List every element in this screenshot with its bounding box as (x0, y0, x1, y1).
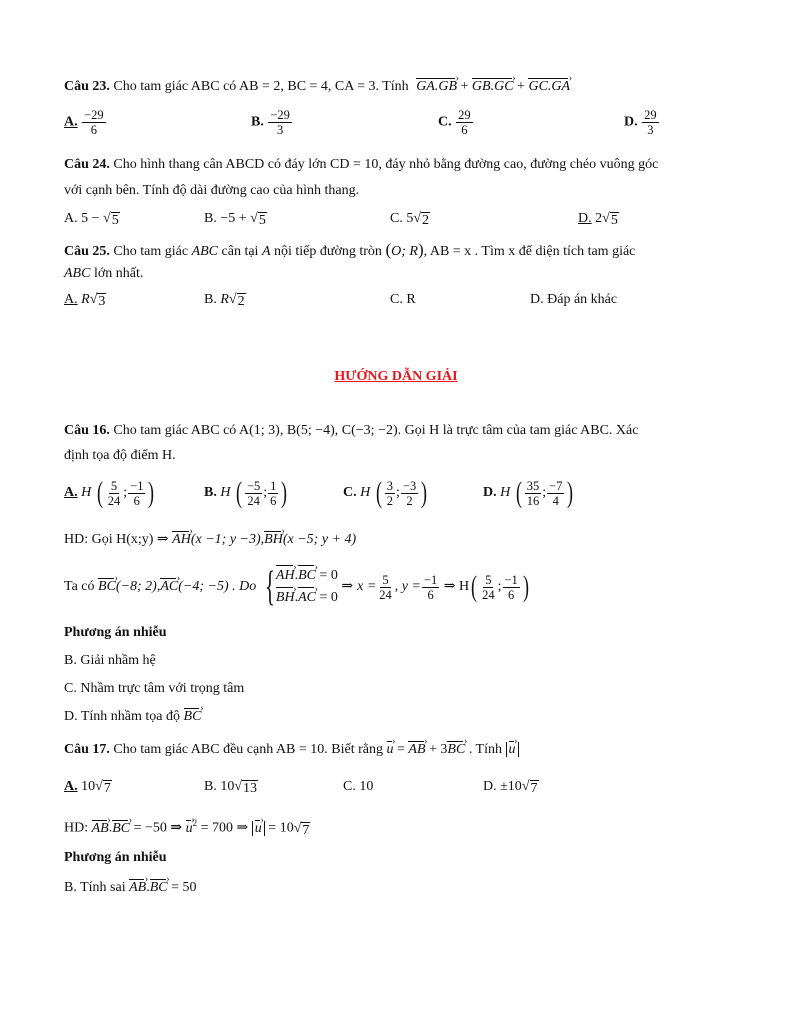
question-label: Câu 23. (64, 79, 110, 94)
q17-hint: HD: AB ›.BC › = −50 ⇒ u ›$^2$ = 700 ⇒ u › = 10 √ 7 (64, 814, 310, 838)
q16-distractor-title: Phương án nhiễu (64, 625, 167, 640)
q25-option-d: D. Đáp án khác (530, 292, 618, 307)
fraction: $\frac{29}{3}$ (644, 108, 657, 137)
vector-expr: GA.GB › (416, 78, 457, 96)
fraction: $\frac{29}{6}$ (458, 108, 471, 137)
q16-solution: Ta có BC › (−8; 2), AC › (−4; −5) . Do { AH ›.BC › = 0 BH ›.AC › = 0 ⇒ x = $\frac{5}{24}$ , y = $\frac{-1}{6}$ ⇒ H ( $\frac{5}{24}$ ; $\frac{-1}{6}$ ) (64, 564, 531, 610)
q17-option-a: A. 10 √ 7 (64, 779, 111, 796)
q25-option-b: B. R √ 2 (204, 292, 245, 309)
q23-option-a: A. $\frac{-29}{6}$ (64, 108, 104, 137)
q23-option-b: B. $\frac{-29}{3}$ (251, 108, 290, 137)
q16-option-d: D. H ( $\frac{35}{16}$ ; $\frac{-7}{4}$ ) (483, 476, 574, 509)
q24-stem-1: Câu 24. Cho hình thang cân ABCD có đáy lớn CD = 10, đáy nhỏ bằng đường cao, đường chéo vuông góc (64, 157, 659, 172)
q24-option-b: B. −5 + √ 5 (204, 211, 266, 228)
q16-stem-2: định tọa độ điểm H. (64, 448, 176, 463)
vector-expr: GC.GA › (528, 78, 570, 96)
fraction: $\frac{-29}{6}$ (84, 108, 104, 137)
q25-stem-2: ABC lớn nhất. (64, 266, 144, 281)
q16-stem-1: Câu 16. Cho tam giác ABC có A(1; 3), B(5; −4), C(−3; −2). Gọi H là trực tâm của tam giác ABC. Xác (64, 423, 639, 438)
q16-distractor-d: D. Tính nhầm tọa độ BC › (64, 708, 201, 726)
q16-option-a: A. H ( $\frac{5}{24}$ ; $\frac{-1}{6}$ ) (64, 476, 155, 509)
q23-option-c: C. $\frac{29}{6}$ (438, 108, 471, 137)
q16-hint: HD: Gọi H(x;y) ⇒ AH ›(x −1; y −3),BH ›(x −5; y + 4) (64, 531, 356, 549)
solution-heading: HƯỚNG DẪN GIẢI (334, 369, 458, 384)
q17-distractor-b: B. Tính sai AB ›.BC › = 50 (64, 879, 196, 897)
q25-option-c: C. R (390, 292, 416, 307)
q17-option-b: B. 10 √ 13 (204, 779, 258, 796)
q25-stem-1: Câu 25. Cho tam giác ABC cân tại A nội tiếp đường tròn (O; R), AB = x . Tìm x để diện tích tam giác (64, 240, 636, 259)
q16-distractor-b: B. Giải nhầm hệ (64, 653, 156, 668)
equation-system: { AH ›.BC › = 0 BH ›.AC › = 0 (260, 565, 338, 609)
q17-distractor-title: Phương án nhiễu (64, 850, 167, 865)
q16-distractor-c: C. Nhầm trực tâm với trọng tâm (64, 681, 245, 696)
q16-option-b: B. H ( $\frac{-5}{24}$ ; $\frac{1}{6}$ ) (204, 476, 288, 509)
q16-option-c: C. H ( $\frac{3}{2}$ ; $\frac{-3}{2}$ ) (343, 476, 428, 509)
q23-option-d: D. $\frac{29}{3}$ (624, 108, 657, 137)
q23-stem: Câu 23. Cho tam giác ABC có AB = 2, BC = 4, CA = 3. Tính GA.GB › + GB.GC › + GC.GA › (64, 78, 570, 96)
vector-expr: GB.GC › (472, 78, 514, 96)
q17-option-c: C. 10 (343, 779, 374, 794)
q24-option-c: C. 5 √ 2 (390, 211, 430, 228)
q24-option-a: A. 5 − √ 5 (64, 211, 119, 228)
q25-option-a: A. R √ 3 (64, 292, 106, 309)
q17-stem: Câu 17. Cho tam giác ABC đều cạnh AB = 10. Biết rằng u › = AB › + 3BC › . Tính u › (64, 741, 519, 759)
q24-stem-2: với cạnh bên. Tính độ dài đường cao của hình thang. (64, 183, 360, 198)
q17-option-d: D. ±10 √ 7 (483, 779, 538, 796)
question-text: Cho tam giác ABC có AB = 2, BC = 4, CA = 3. Tính (113, 79, 409, 94)
fraction: $\frac{-29}{3}$ (270, 108, 290, 137)
q24-option-d: D. 2 √ 5 (578, 211, 618, 228)
